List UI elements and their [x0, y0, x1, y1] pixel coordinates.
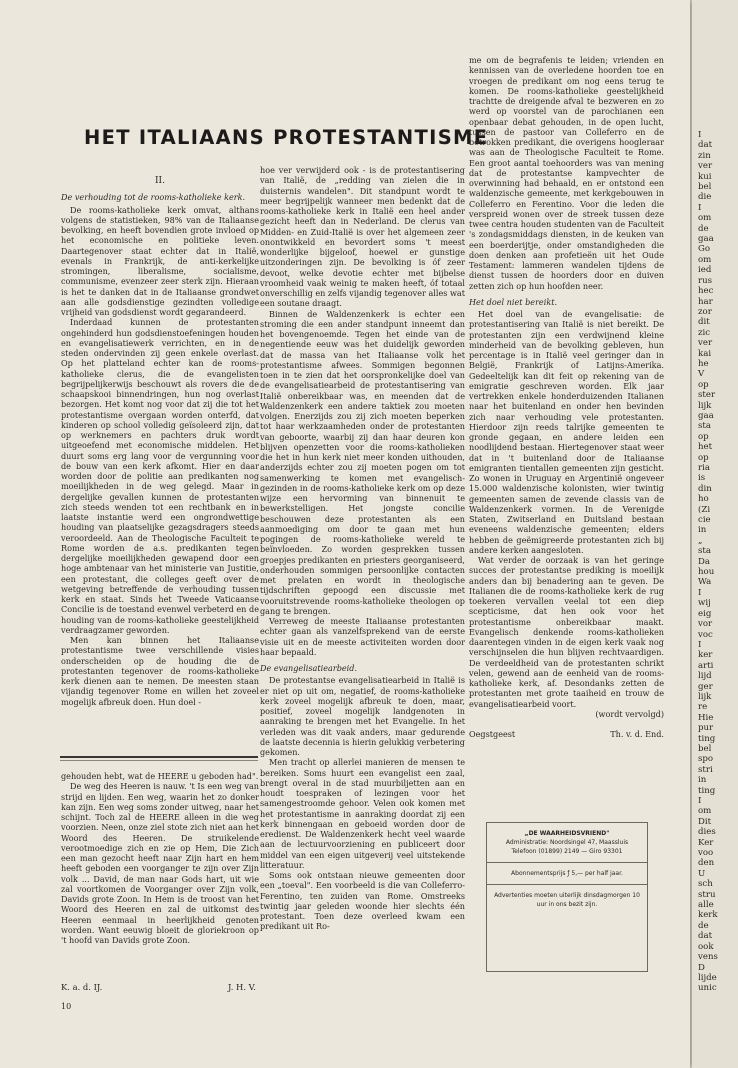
author-row — [469, 729, 664, 739]
column-3 — [469, 55, 664, 739]
article-title: HET ITALIAANS PROTESTANTISME — [84, 126, 489, 149]
column-1-heading: De verhouding tot de rooms-katholieke kerk. — [61, 192, 246, 203]
paragraph: Soms ook ontstaan nieuwe gemeenten door een „toeval". Een voorbeeld is die van Colleferro-Ferentino, ten zuiden van Rome. Omstreeks twintig jaar geleden woonde hier slechts één protestant. Toen deze overleed kwam een predikant uit Ro- — [260, 870, 465, 932]
column-3-heading: Het doel niet bereikt. — [469, 296, 558, 307]
paragraph: hoe ver verwijderd ook - is de protestantisering van Italië, de „redding van zielen die in duisternis wandelen". Dit standpunt wordt te meer begrijpelijk wanneer men bedenkt dat de rooms-katholieke kerk in Italië een heel ander gezicht heeft dan in Nederland. De clerus van Midden- en Zuid-Italië is over het algemeen zeer onontwikkeld en bevordert soms 't meest wonderlijke bijgeloof, hoewel er gunstige uitzonderingen zijn. De bevolking is óf zeer devoot, welke devotie echter met bijbelse vroomheid vaak weinig te maken heeft, óf totaal onverschillig en zelfs vijandig tegenover alles wat een soutane draagt. — [260, 165, 465, 309]
divider — [60, 756, 258, 758]
author: Th. v. d. End. — [610, 729, 664, 739]
signature-right: J. H. V. — [228, 982, 256, 992]
paragraph: me om de begrafenis te leiden; vrienden en kennissen van de overledene hoorden toe en vroegen de predikant om nog eens terug te komen. De rooms-katholieke geestelijkheid trachtte de dreigende afval te bezweren en zo werd op voorstel van de parochianen een openbaar debat gehouden, in de open lucht, tussen de pastoor van Colleferro en de betrokken predikant, die overigens hoogleraar was aan de Theologische Faculteit te Rome. Een groot aantal toehoorders was van mening dat de protestantse kampvechter de overwinning had behaald, en er ontstond een waldenzische gemeente, met kerkgebouwen in Colleferro en Ferentino. Voor die leden die verspreid wonen over de streek tussen deze twee centra houden studenten van de Faculteit 's zondagsmiddags diensten, in de keuken van een boerderijtje, onder omstandigheden die doen denken aan profetieën uit het Oude Testament: lammeren wandelen tijdens de dienst tussen de hoorders door en duiven zetten zich op hun hoofden neer. — [469, 55, 664, 291]
column-2-heading: De evangelisatiearbeid. — [260, 663, 358, 673]
place: Oegstgeest — [469, 729, 516, 739]
subscription-price: Abonnementsprijs ƒ 5,— per half jaar. — [511, 870, 623, 877]
paragraph: De rooms-katholieke kerk omvat, althans volgens de statistieken, 98% van de Italiaanse bevolking, en heeft bovendien grote invloed op het economische en politieke leven. Daartegenover staat echter dat in Italië, evenals in Frankrijk, de anti-kerkelijke stromingen, liberalisme, socialisme, communisme, evenzeer zeer sterk zijn. Hieraan is het te danken dat in de Italiaanse grondwet aan alle godsdienstige gezindten volledige vrijheid van godsdienst wordt gegarandeerd. — [61, 204, 259, 317]
column-1-bottom — [61, 771, 259, 945]
paragraph: gehouden hebt, wat de HEERE u geboden had". — [61, 771, 259, 781]
column-1 — [61, 176, 259, 707]
section-number: II. — [155, 176, 165, 186]
paragraph: Wat verder de oorzaak is van het geringe succes der protestantse prediking is moeilijk anders dan bij benadering aan te geven. De Italianen die de rooms-katholieke kerk de rug toekeren vervallen veelal tot een diep scepticisme, dat hen ook voor het protestantisme onbereikbaar maakt. Evangelisch denkende rooms-katholieken daarentegen vinden in de eigen kerk vaak nog verschijnselen die hun blijven rechtvaardigen. De verdeeldheid van de protestanten schrikt velen, gewend aan de eenheid van de rooms-katholieke kerk, af. Desondanks zetten de protestanten met grote taaiheid en trouw de evangelisatiearbeid voort. — [469, 555, 664, 709]
paragraph: Men tracht op allerlei manieren de mensen te bereiken. Soms huurt een evangelist een zaal, brengt overal in de stad muurbiljetten aan en houdt toespraken of lezingen voor het samengestroomde gehoor. Velen ook komen met het protestantisme in aanraking doordat zij een kerk binnengaan en geboeid worden door de eredienst. De Waldenzenkerk hecht veel waarde aan de lectuurvoorziening en publiceert door middel van een eigen uitgeverij veel uitstekende litteratuur. — [260, 757, 465, 870]
paragraph: De weg des Heeren is nauw. 't Is een weg van strijd en lijden. Een weg, waarin het zo donker kan zijn. Een weg soms zonder uitweg, naar het schijnt. Toch zal de HEERE alleen in die weg voorzien. Neen, onze ziel stote zich niet aan het Woord des Heeren. De struikelende verootmoedige zich en zie op Hem, Die Zich een man gezocht heeft naar Zijn hart en hem heeft geboden een voorganger te zijn over Zijn volk ... David, de man naar Gods hart, uit wie zal voortkomen de Voorganger over Zijn volk, Davids grote Zoon. In Hem is de troost van het Woord des Heeren en zal de uitkomst des Heeren eenmaal in heerlijkheid genoten worden. Want eeuwig bloeit de gloriekroon op 't hoofd van Davids grote Zoon. — [61, 781, 259, 945]
paragraph: Men kan binnen het Italiaanse protestantisme twee verschillende visies onderscheiden op de houding die de protestanten tegenover de rooms-katholieke kerk dienen aan te nemen. De meesten staan vijandig tegenover Rome en willen het zoveel mogelijk afbreuk doen. Hun doel - — [61, 635, 259, 707]
phone-giro: Telefoon (01899) 2149 — Giro 93301 — [511, 848, 623, 855]
next-page-text-fragments: I dat zin ver kui bel die I om de gaa Go om ied rus hec har zor dit zic ver kai he V op ster lijk gaa sta op het op ria is din ho (Zi cie in „ sta Da hou Wa I wij eig vor voc I ker arti lijd ger lijk re Hie pur ting bel spo stri in ting I om Dit dies Ker voo den U sch stru alle kerk de dat ook vens D lijde unic — [698, 130, 718, 994]
next-page-edge — [692, 0, 738, 1068]
divider — [60, 760, 258, 761]
paragraph: Verreweg de meeste Italiaanse protestanten echter gaan als vanzelfsprekend van de eerste visie uit en de meeste activiteiten worden door haar bepaald. — [260, 616, 465, 657]
column-2 — [260, 165, 465, 932]
to-be-continued: (wordt vervolgd) — [595, 708, 664, 719]
publication-details — [487, 823, 647, 862]
paragraph: Het doel van de evangelisatie: de protestantisering van Italië is niet bereikt. De protestanten zijn een verdwijnend kleine minderheid van de bevolking gebleven, hun percentage is in Italië veel geringer dan in België, Frankrijk of Latijns-Amerika. Gedeeltelijk kan dit feit op rekening van de emigratie geschreven worden. Elk jaar vertrekken enkele honderduizenden Italianen naar het buitenland en onder hen bevinden zich naar verhouding vele protestanten. Hierdoor zijn reeds talrijke gemeenten te gronde gegaan, en andere leiden een noodlijdend bestaan. Hiertegenover staat weer dat in 't buitenland door de Italiaanse emigranten tientallen gemeenten zijn gesticht. Zo wonen in Uruguay en Argentinië ongeveer 15.000 waldenzische kolonisten, wier twintig gemeenten samen de zevende classis van de Waldenzenkerk vormen. In de Verenigde Staten, Zwitserland en Duitsland bestaan eveneens waldenzische gemeenten; elders hebben de geëmigreerde protestanten zich bij andere kerken aangesloten. — [469, 309, 664, 555]
advertising-deadline: Advertenties moeten uiterlijk dinsdagmorgen 10 uur in ons bezit zijn. — [494, 892, 640, 908]
paragraph: De protestantse evangelisatiearbeid in Italië is er niet op uit om, negatief, de rooms-katholieke kerk zoveel mogelijk afbreuk te doen, maar, positief, zoveel mogelijk landgenoten in aanraking te brengen met het Evangelie. In het verleden was dit vaak anders, maar gedurende de laatste decennia is hierin gelukkig verbetering gekomen. — [260, 675, 465, 757]
page-number: 10 — [61, 1002, 72, 1011]
paragraph: Inderdaad kunnen de protestanten ongehinderd hun godsdienstoefeningen houden en evangelisatiewerk verrichten, en in de steden ondervinden zij geen enkele overlast. Op het platteland echter kan de rooms-katholieke clerus, die de evangelisten begrijpelijkerwijs beschouwt als rovers die de schaapskooi binnendringen, hun nog overlast bezorgen. Het komt nog voor dat zij die tot het protestantisme overgaan worden onterfd, dat kinderen op school volledig geïsoleerd zijn, dat op werknemers en pachters druk wordt uitgeoefend met economische middelen. Het duurt soms erg lang voor de vergunning voor de bouw van een kerk afkomt. Hier en daar worden door de politie aan predikanten nog moeilijkheden in de weg gelegd. Maar in dergelijke gevallen kunnen de protestanten zich steeds wenden tot een rechtbank en in laatste instantie werd een ongrondwettige houding van plaatselijke gezagsdragers steeds veroordeeld. Aan de Theologische Faculteit te Rome worden de a.s. predikanten tegen dergelijke moeilijkheden gewapend door een hoge ambtenaar van het ministerie van Justitie, een protestant, die colleges geeft over de wetgeving betreffende de verhouding tussen kerk en staat. Sinds het Tweede Vaticaanse Concilie is de toestand evenwel verbeterd en de houding van de rooms-katholieke geestelijkheid verdraagzamer geworden. — [61, 317, 259, 635]
publication-info-box — [486, 822, 648, 972]
publication-name: „DE WAARHEIDSVRIEND" — [524, 830, 610, 837]
signature-left: K. a. d. IJ. — [61, 982, 103, 992]
administration-address: Administratie: Noordsingel 47, Maassluis — [505, 839, 629, 846]
paragraph: Binnen de Waldenzenkerk is echter een stroming die een ander standpunt inneemt dan het bovengenoemde. Tegen het einde van de negentiende eeuw was het duidelijk geworden dat de massa van het Italiaanse volk het protestantisme afwees. Sommigen begonnen toen in te zien dat het oorspronkelijke doel van de evangelisatiearbeid de protestantisering van Italië onbereikbaar was, en meenden dat de Waldenzenkerk een andere taktiek zou moeten volgen. Enerzijds zou zij zich moeten beperken tot haar werkzaamheden onder de protestanten van geboorte, waarbij zij dan haar deuren kon blijven openzetten voor die rooms-katholieken die het in hun kerk niet meer konden uithouden, anderzijds echter zou zij moeten pogen om tot samenwerking te komen met evangelisch-gezinden in de rooms-katholieke kerk om op deze wijze een hervorming van binnenuit te bewerkstelligen. Het jongste concilie beschouwen deze protestanten als een aanmoediging om door te gaan met hun pogingen de rooms-katholieke wereld te beïnvloeden. Zo worden gesprekken tussen groepjes predikanten en priesters georganiseerd, onderhouden sommigen persoonlijke contacten met prelaten en wordt in theologische tijdschriften gepoogd een discussie met vooruitstrevende rooms-katholieke theologen op gang te brengen. — [260, 308, 465, 616]
